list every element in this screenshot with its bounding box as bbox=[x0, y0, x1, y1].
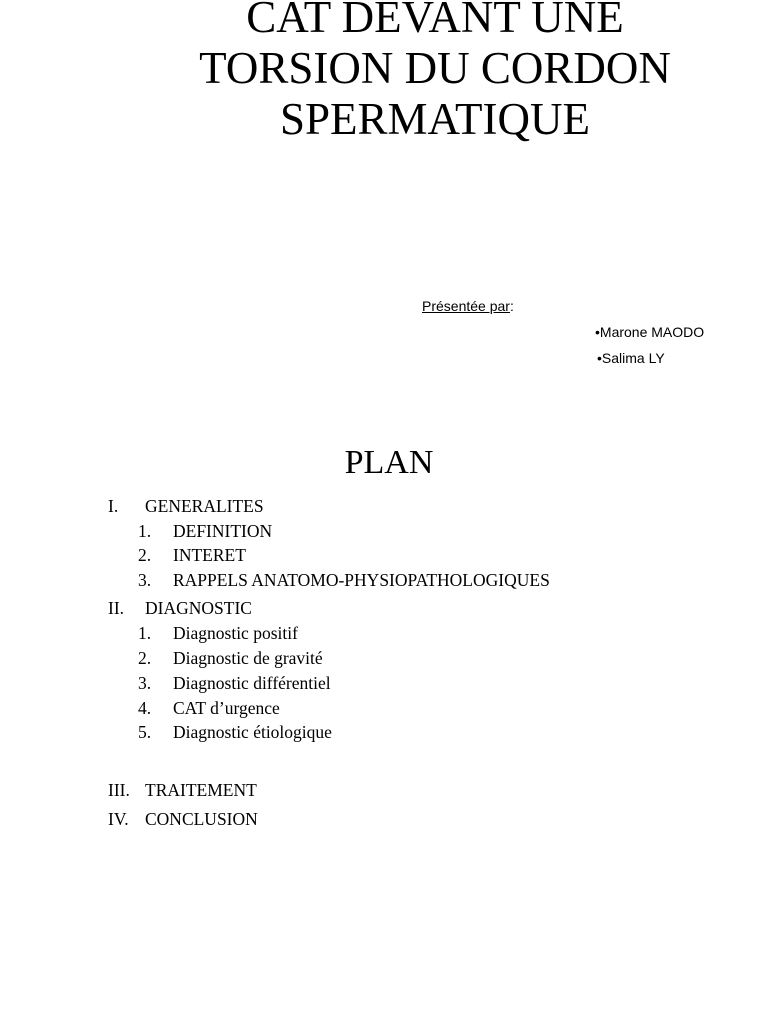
subitem-number: 4. bbox=[138, 698, 152, 718]
section-number: II. bbox=[108, 598, 125, 618]
subitem-number: 5. bbox=[138, 722, 152, 742]
subitem-label: INTERET bbox=[173, 545, 246, 565]
section-label: TRAITEMENT bbox=[145, 780, 257, 800]
subitem-label: CAT d’urgence bbox=[173, 698, 280, 718]
title-line: SPERMATIQUE bbox=[279, 94, 591, 144]
subitem-label: Diagnostic différentiel bbox=[173, 673, 331, 693]
subitem-label: Diagnostic étiologique bbox=[173, 722, 332, 742]
section-number: I. bbox=[108, 496, 119, 516]
subitem-number: 2. bbox=[138, 545, 152, 565]
subitem-number: 2. bbox=[138, 648, 152, 668]
section-label: GENERALITES bbox=[145, 496, 264, 516]
presented-by-text: Présentée par bbox=[422, 298, 510, 314]
section-label: DIAGNOSTIC bbox=[145, 598, 252, 618]
subitem-number: 1. bbox=[138, 623, 152, 643]
presented-by-colon: : bbox=[509, 298, 514, 314]
subitem-number: 3. bbox=[138, 570, 152, 590]
presented-by-label bbox=[422, 298, 514, 314]
subitem-number: 3. bbox=[138, 673, 152, 693]
document-title bbox=[120, 0, 750, 145]
author-name: •Salima LY bbox=[597, 350, 665, 366]
subitem-label: RAPPELS ANATOMO-PHYSIOPATHOLOGIQUES bbox=[173, 570, 550, 590]
author-name: •Marone MAODO bbox=[595, 324, 705, 340]
section-number: IV. bbox=[108, 809, 129, 829]
title-line: TORSION DU CORDON bbox=[199, 43, 671, 93]
section-label: CONCLUSION bbox=[145, 809, 258, 829]
plan-title: PLAN bbox=[344, 444, 434, 481]
subitem-label: Diagnostic de gravité bbox=[173, 648, 323, 668]
subitem-number: 1. bbox=[138, 521, 152, 541]
subitem-label: Diagnostic positif bbox=[173, 623, 298, 643]
section-number: III. bbox=[108, 780, 130, 800]
subitem-label: DEFINITION bbox=[173, 521, 273, 541]
title-line: CAT DEVANT UNE bbox=[246, 0, 624, 42]
